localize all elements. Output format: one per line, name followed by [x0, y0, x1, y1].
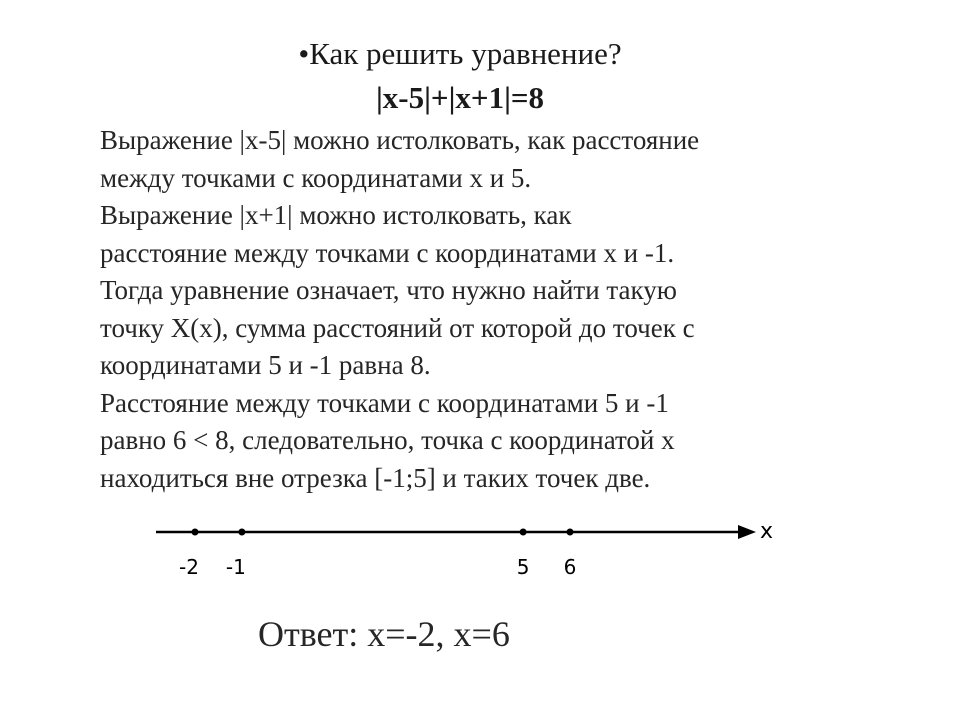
explanation-line: координатами 5 и -1 равна 8. [100, 350, 431, 380]
axis-label: x [760, 519, 774, 544]
point-marker [567, 529, 574, 536]
slide-title: •Как решить уравнение? [298, 36, 622, 71]
point-marker [520, 529, 527, 536]
explanation-line: Тогда уравнение означает, что нужно найти такую [100, 275, 677, 305]
point-label: -2 [179, 555, 199, 579]
explanation-line: расстояние между точками с координатами x и -1. [100, 237, 675, 268]
axis-arrow-icon [738, 525, 756, 539]
explanation-line: находиться вне отрезка [-1;5] и таких точек две. [100, 462, 651, 493]
explanation-line: между точками с координатами x и 5. [100, 162, 532, 193]
explanation-text [100, 122, 860, 497]
explanation-line: Расстояние между точками с координатами 5 и -1 [100, 387, 669, 418]
explanation-line: Выражение |x+1| можно истолковать, как [100, 200, 572, 230]
explanation-line: Выражение |x-5| можно истолковать, как расстояние [100, 125, 700, 155]
answer: Ответ: x=-2, x=6 [258, 614, 510, 654]
number-line [150, 508, 790, 588]
point-marker [192, 529, 199, 536]
point-marker [238, 529, 245, 536]
explanation-line: равно 6 < 8, следовательно, точка с координатой x [100, 425, 675, 455]
equation: |x-5|+|x+1|=8 [375, 80, 545, 115]
explanation-line: точку X(x), сумма расстояний от которой до точек с [100, 312, 695, 343]
point-label: 6 [563, 555, 577, 579]
point-label: -1 [225, 555, 246, 579]
point-label: 5 [516, 555, 530, 579]
